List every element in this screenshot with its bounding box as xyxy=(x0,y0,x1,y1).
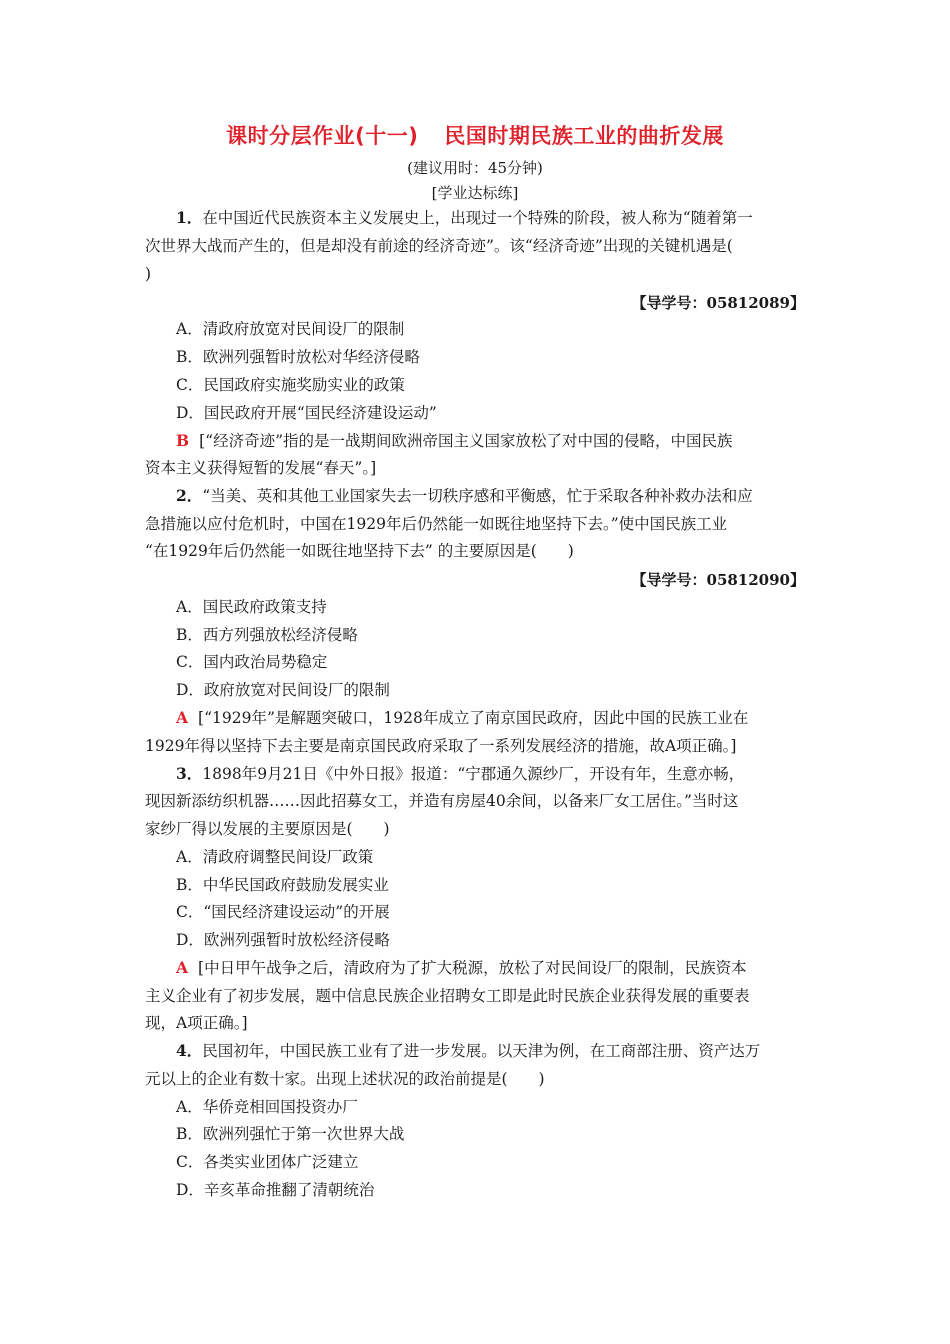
q2-option-a: A．国民政府政策支持 xyxy=(176,598,327,616)
q1-guide-number: 【导学号：05812089】 xyxy=(631,294,805,312)
q4-option-c: C．各类实业团体广泛建立 xyxy=(176,1153,359,1171)
q2-guide-number: 【导学号：05812090】 xyxy=(631,571,805,589)
q4-option-b: B．欧洲列强忙于第一次世界大战 xyxy=(176,1125,405,1143)
page-title xyxy=(0,120,950,150)
q3-line-2: 现因新添纺织机器……因此招募女工，并造有房屋40余间，以备来厂女工居住。”当时这 xyxy=(145,792,739,810)
q3-line-3: 家纱厂得以发展的主要原因是( ) xyxy=(145,820,390,838)
title-series: 课时分层作业(十一) xyxy=(226,124,419,148)
q1-line-1: 1．在中国近代民族资本主义发展史上，出现过一个特殊的阶段，被人称为“随着第一 xyxy=(176,208,753,227)
q4-option-d: D．辛亥革命推翻了清朝统治 xyxy=(176,1181,375,1199)
q1-explanation-2: 资本主义获得短暂的发展“春天”。] xyxy=(145,459,377,477)
title-topic: 民国时期民族工业的曲折发展 xyxy=(444,124,724,148)
q3-line-1: 3．1898年9月21日《中外日报》报道：“宁郡通久源纱厂，开设有年，生意亦畅， xyxy=(176,764,745,783)
q3-explanation-3: 现，A项正确。] xyxy=(145,1014,248,1032)
q3-option-a: A．清政府调整民间设厂政策 xyxy=(176,848,374,866)
q2-explanation-2: 1929年得以坚持下去主要是南京国民政府采取了一系列发展经济的措施，故A项正确。] xyxy=(145,737,737,755)
q4-line-2: 元以上的企业有数十家。出现上述状况的政治前提是( ) xyxy=(145,1070,545,1088)
q3-explanation-1: A [中日甲午战争之后，清政府为了扩大税源，放松了对民间设厂的限制，民族资本 xyxy=(176,958,747,977)
q3-answer: A xyxy=(176,958,189,977)
time-note: (建议用时：45分钟) xyxy=(407,159,543,177)
q3-explanation-2: 主义企业有了初步发展，题中信息民族企业招聘女工即是此时民族企业获得发展的重要表 xyxy=(145,987,750,1005)
q1-option-d: D．国民政府开展“国民经济建设运动” xyxy=(176,404,437,422)
q2-option-d: D．政府放宽对民间设厂的限制 xyxy=(176,681,390,699)
q2-answer: A xyxy=(176,708,189,727)
q3-option-c: C．“国民经济建设运动”的开展 xyxy=(176,903,390,921)
q2-explanation-1: A [“1929年”是解题突破口，1928年成立了南京国民政府，因此中国的民族工业在 xyxy=(176,708,749,727)
q2-option-c: C．国内政治局势稳定 xyxy=(176,653,328,671)
q2-line-2: 急措施以应付危机时，中国在1929年后仍然能一如既往地坚持下去。”使中国民族工业 xyxy=(145,515,728,533)
q2-line-1: 2．“当美、英和其他工业国家失去一切秩序感和平衡感，忙于采取各种补救办法和应 xyxy=(176,486,753,505)
q1-line-3: ) xyxy=(145,265,152,283)
q2-line-3: “在1929年后仍然能一如既往地坚持下去” 的主要原因是( ) xyxy=(145,542,574,560)
q4-line-1: 4．民国初年，中国民族工业有了进一步发展。以天津为例，在工商部注册、资产达万 xyxy=(176,1041,761,1060)
q1-line-2: 次世界大战而产生的，但是却没有前途的经济奇迹”。该“经济奇迹”出现的关键机遇是( xyxy=(145,237,733,255)
q1-option-b: B．欧洲列强暂时放松对华经济侵略 xyxy=(176,348,420,366)
q4-option-a: A．华侨竞相回国投资办厂 xyxy=(176,1098,358,1116)
q3-option-b: B．中华民国政府鼓励发展实业 xyxy=(176,876,389,894)
q1-explanation-1: B [“经济奇迹”指的是一战期间欧洲帝国主义国家放松了对中国的侵略，中国民族 xyxy=(176,431,733,450)
section-heading: [学业达标练] xyxy=(431,184,519,202)
q2-option-b: B．西方列强放松经济侵略 xyxy=(176,626,358,644)
q1-option-a: A．清政府放宽对民间设厂的限制 xyxy=(176,320,405,338)
q1-answer: B xyxy=(176,431,190,450)
q1-option-c: C．民国政府实施奖励实业的政策 xyxy=(176,376,405,394)
q3-option-d: D．欧洲列强暂时放松经济侵略 xyxy=(176,931,390,949)
